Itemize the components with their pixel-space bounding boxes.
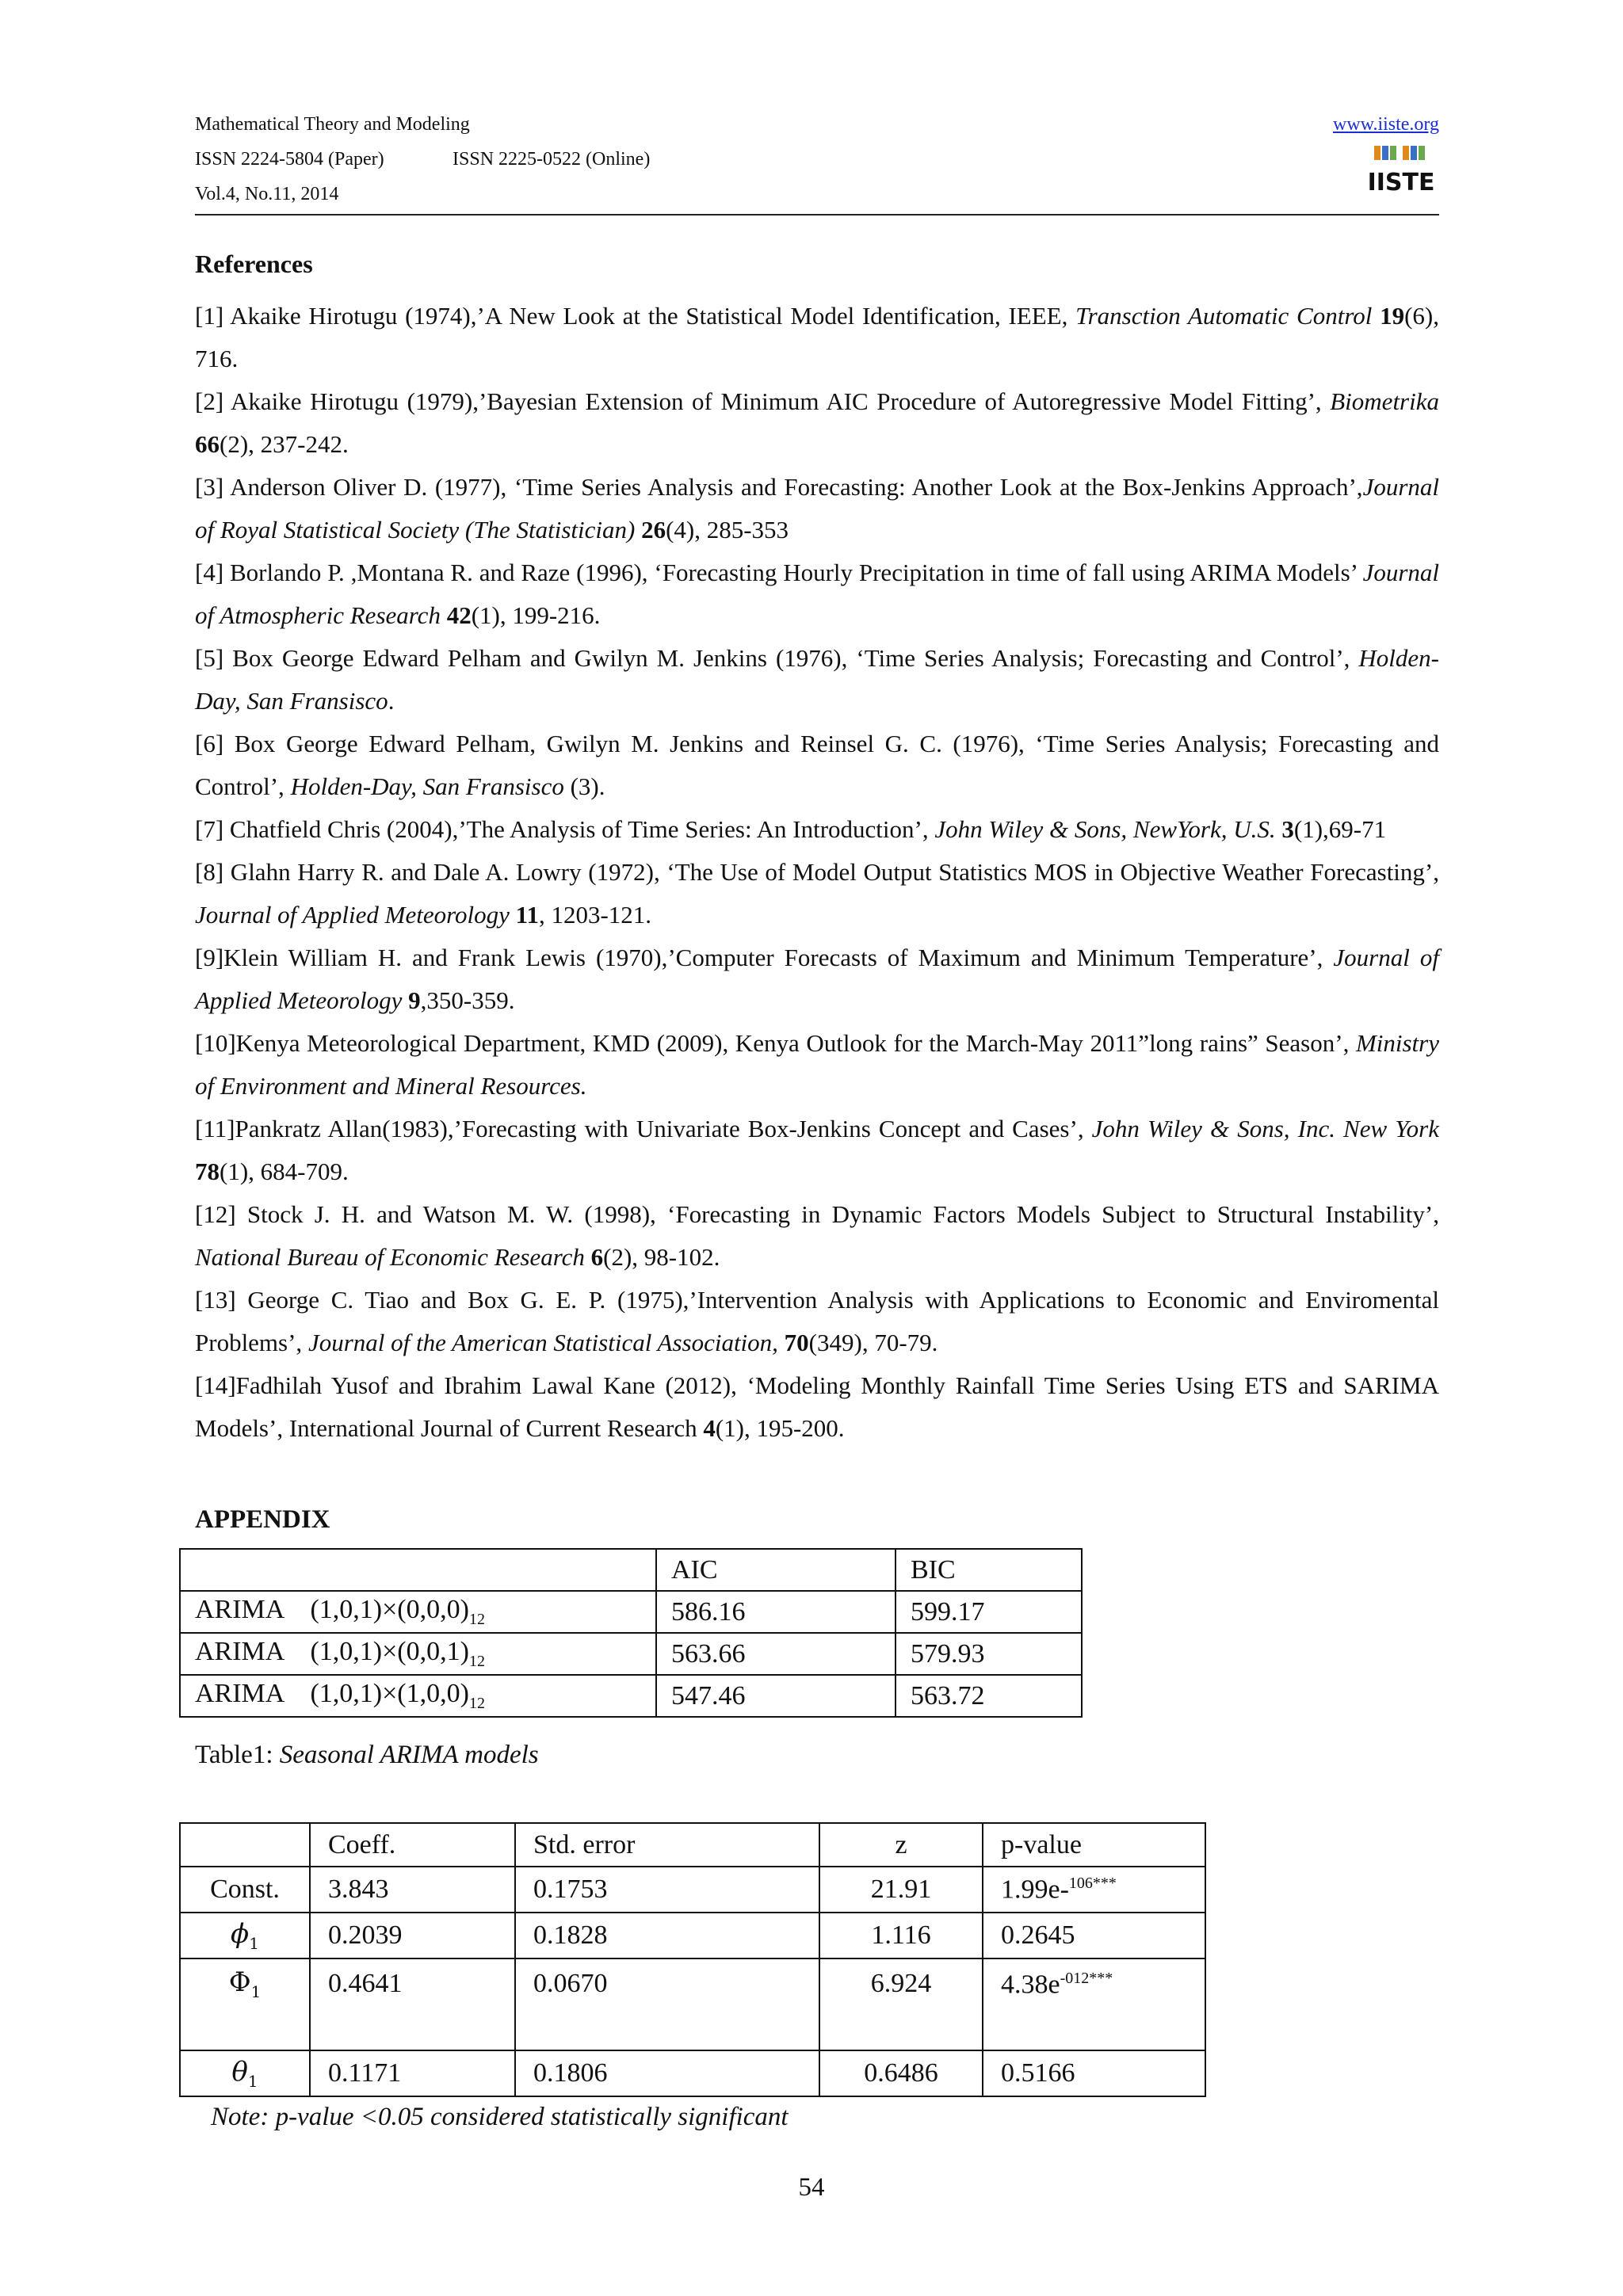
reference-volume: 4 — [703, 1414, 716, 1442]
reference-pages: (2), 237-242. — [220, 430, 349, 458]
param-label: Const. — [210, 1875, 280, 1904]
bic-cell: 599.17 — [896, 1591, 1082, 1633]
caption-prefix: Table1: — [195, 1741, 280, 1769]
reference-source: John Wiley & Sons, NewYork, U.S. — [934, 815, 1276, 843]
z-cell: 6.924 — [819, 1958, 983, 2050]
reference-text: [7] Chatfield Chris (2004),’The Analysis of Time Series: An Introduction’, — [195, 815, 935, 843]
symbol-glyph: Φ — [228, 1966, 251, 1998]
param-cell — [180, 2050, 310, 2096]
reference-text: [13] George C. Tiao and Box G. E. P. (1975),’Intervention Analysis with Applications to Economic and Enviromental Problems’, — [195, 1286, 1439, 1356]
reference-source: Journal of Atmospheric Research — [195, 559, 1439, 629]
reference-source: National Bureau of Economic Research — [195, 1243, 585, 1271]
reference-pages: ,350-359. — [420, 986, 515, 1014]
reference-volume: 42 — [446, 601, 472, 629]
reference-volume: 78 — [195, 1158, 220, 1185]
reference-item — [195, 1022, 1439, 1108]
p-value: 1.99e- — [1001, 1875, 1069, 1905]
table-header-cell — [180, 1823, 310, 1867]
website-link[interactable]: www.iiste.org — [1333, 114, 1439, 135]
table-row — [180, 1867, 1205, 1913]
coefficients-table — [179, 1822, 1206, 2097]
symbol-glyph: θ — [231, 2055, 248, 2088]
table-header-cell: z — [819, 1823, 983, 1867]
appendix-title: APPENDIX — [195, 1505, 330, 1534]
table-row — [180, 1591, 1082, 1633]
reference-pages: (1),69-71 — [1293, 815, 1387, 843]
reference-pages: (3). — [563, 772, 605, 800]
reference-item — [195, 1108, 1439, 1193]
coeff-cell: 0.1171 — [310, 2050, 515, 2096]
model-cell — [180, 1591, 656, 1633]
table-header-cell — [180, 1549, 656, 1591]
symbol-index: 1 — [250, 1981, 262, 2001]
reference-text: [3] Anderson Oliver D. (1977), ‘Time Series Analysis and Forecasting: Another Look at the Box-Jenkins Approach’, — [195, 473, 1363, 501]
model-name: ARIMA (1,0,1)×(0,0,0) — [195, 1595, 469, 1625]
seasonal-period: 12 — [468, 1694, 485, 1712]
reference-volume: 66 — [195, 430, 220, 458]
reference-source: Journal of the American Statistical Association, — [307, 1329, 778, 1356]
std-error-cell: 0.1828 — [515, 1913, 819, 1958]
model-cell — [180, 1633, 656, 1675]
header-divider — [195, 214, 1439, 215]
journal-name: Mathematical Theory and Modeling — [195, 114, 470, 135]
seasonal-period: 12 — [468, 1610, 485, 1628]
significance-note: Note: p-value <0.05 considered statistically significant — [211, 2103, 789, 2131]
page-header — [195, 113, 1439, 215]
reference-item — [195, 1364, 1439, 1450]
reference-source: Holden-Day, San Fransisco — [290, 772, 564, 800]
reference-source: John Wiley & Sons, Inc. New York — [1091, 1115, 1439, 1142]
reference-item — [195, 380, 1439, 466]
reference-pages: (1), 684-709. — [220, 1158, 349, 1185]
p-value-cell — [983, 2050, 1205, 2096]
table-row — [180, 2050, 1205, 2096]
reference-source: Biometrika — [1330, 387, 1439, 415]
bic-cell: 563.72 — [896, 1675, 1082, 1717]
issn-online: ISSN 2225-0522 (Online) — [453, 149, 651, 170]
table-row — [180, 1633, 1082, 1675]
table-row — [180, 1958, 1205, 2050]
reference-item — [195, 466, 1439, 551]
references-list — [195, 295, 1439, 1450]
reference-item — [195, 1279, 1439, 1364]
reference-source: Holden-Day, San Fransisco — [195, 644, 1439, 715]
reference-pages: , 1203-121. — [538, 901, 652, 929]
reference-item — [195, 936, 1439, 1022]
reference-pages: (1), 199-216. — [471, 601, 601, 629]
reference-item — [195, 723, 1439, 808]
p-value-cell — [983, 1913, 1205, 1958]
table-row — [180, 1675, 1082, 1717]
aic-cell: 586.16 — [656, 1591, 896, 1633]
table-header-cell: Std. error — [515, 1823, 819, 1867]
z-cell: 0.6486 — [819, 2050, 983, 2096]
table-header-cell: AIC — [656, 1549, 896, 1591]
symbol-index: 1 — [249, 1933, 259, 1953]
param-symbol — [231, 2055, 258, 2091]
reference-text: [9]Klein William H. and Frank Lewis (1970),’Computer Forecasts of Maximum and Minimum Temperature’, — [195, 944, 1334, 971]
reference-volume: 26 — [641, 516, 666, 543]
reference-source: Ministry of Environment and Mineral Resources. — [195, 1029, 1439, 1100]
reference-text: [5] Box George Edward Pelham and Gwilyn M. Jenkins (1976), ‘Time Series Analysis; Forecasting and Control’, — [195, 644, 1359, 672]
aic-cell: 563.66 — [656, 1633, 896, 1675]
std-error-cell: 0.1753 — [515, 1867, 819, 1913]
symbol-index: 1 — [247, 2071, 258, 2091]
table-header-cell: Coeff. — [310, 1823, 515, 1867]
logo-text: IISTE — [1367, 169, 1435, 196]
reference-item — [195, 808, 1439, 851]
reference-pages: (4), 285-353 — [666, 516, 789, 543]
p-value: 4.38e — [1001, 1970, 1060, 2000]
reference-volume: 70 — [784, 1329, 809, 1356]
table-header-cell: p-value — [983, 1823, 1205, 1867]
reference-pages: (2), 98-102. — [603, 1243, 720, 1271]
table-header-row — [180, 1549, 1082, 1591]
bic-cell: 579.93 — [896, 1633, 1082, 1675]
reference-item — [195, 551, 1439, 637]
reference-item — [195, 637, 1439, 723]
model-name: ARIMA (1,0,1)×(1,0,0) — [195, 1679, 469, 1709]
param-symbol — [228, 1966, 262, 2001]
reference-pages: . — [388, 687, 395, 715]
p-value-exponent: 106*** — [1068, 1875, 1117, 1893]
aic-cell: 547.46 — [656, 1675, 896, 1717]
reference-volume: 11 — [515, 901, 539, 929]
coeff-cell: 3.843 — [310, 1867, 515, 1913]
param-cell — [180, 1867, 310, 1913]
reference-pages: (349), 70-79. — [808, 1329, 938, 1356]
model-name: ARIMA (1,0,1)×(0,0,1) — [195, 1637, 469, 1667]
p-value-exponent: -012*** — [1060, 1970, 1113, 1987]
param-cell — [180, 1958, 310, 2050]
table-row — [180, 1913, 1205, 1958]
reference-item — [195, 851, 1439, 936]
p-value-cell — [983, 1958, 1205, 2050]
iiste-logo-icon — [1367, 144, 1435, 196]
reference-source: Journal of Royal Statistical Society (The Statistician) — [195, 473, 1439, 543]
param-cell — [180, 1913, 310, 1958]
reference-volume: 3 — [1281, 815, 1294, 843]
model-cell — [180, 1675, 656, 1717]
page-number: 54 — [798, 2173, 825, 2202]
reference-text: [14]Fadhilah Yusof and Ibrahim Lawal Kane (2012), ‘Modeling Monthly Rainfall Time Series Using ETS and SARIMA Models’, International Journal of Current Research — [195, 1371, 1439, 1442]
p-value-cell — [983, 1867, 1205, 1913]
reference-text: [11]Pankratz Allan(1983),’Forecasting with Univariate Box-Jenkins Concept and Cases’, — [195, 1115, 1092, 1142]
reference-text: [2] Akaike Hirotugu (1979),’Bayesian Extension of Minimum AIC Procedure of Autoregressive Model Fitting’, — [195, 387, 1331, 415]
table1-caption — [195, 1739, 539, 1771]
issn-paper: ISSN 2224-5804 (Paper) — [195, 149, 384, 170]
reference-text: [1] Akaike Hirotugu (1974),’A New Look at the Statistical Model Identification, IEEE, — [195, 302, 1076, 330]
reference-item — [195, 1193, 1439, 1279]
std-error-cell: 0.1806 — [515, 2050, 819, 2096]
reference-item — [195, 295, 1439, 380]
references-title: References — [195, 250, 313, 278]
coeff-cell: 0.4641 — [310, 1958, 515, 2050]
reference-text: [12] Stock J. H. and Watson M. W. (1998), ‘Forecasting in Dynamic Factors Models Subject to Structural Instability’, — [195, 1200, 1439, 1228]
reference-volume: 9 — [408, 986, 421, 1014]
std-error-cell: 0.0670 — [515, 1958, 819, 2050]
z-cell: 21.91 — [819, 1867, 983, 1913]
reference-pages: (1), 195-200. — [715, 1414, 845, 1442]
table-header-row — [180, 1823, 1205, 1867]
symbol-glyph: ϕ — [231, 1917, 250, 1950]
coeff-cell: 0.2039 — [310, 1913, 515, 1958]
volume-info: Vol.4, No.11, 2014 — [195, 184, 339, 204]
reference-text: [6] Box George Edward Pelham, Gwilyn M. Jenkins and Reinsel G. C. (1976), ‘Time Series Analysis; Forecasting and Control’, — [195, 730, 1439, 800]
table-header-cell: BIC — [896, 1549, 1082, 1591]
seasonal-period: 12 — [468, 1652, 485, 1670]
reference-volume: 19 — [1380, 302, 1405, 330]
z-cell: 1.116 — [819, 1913, 983, 1958]
reference-volume: 6 — [590, 1243, 604, 1271]
param-symbol — [231, 1917, 259, 1953]
reference-source: Journal of Applied Meteorology — [195, 944, 1439, 1014]
p-value: 0.5166 — [1001, 2058, 1075, 2088]
reference-text: [4] Borlando P. ,Montana R. and Raze (1996), ‘Forecasting Hourly Precipitation in time of fall using ARIMA Models’ — [195, 559, 1363, 586]
reference-pages: (6), 716. — [195, 302, 1439, 372]
reference-source: Journal of Applied Meteorology — [195, 901, 510, 929]
aic-bic-table — [179, 1548, 1083, 1718]
reference-text: [8] Glahn Harry R. and Dale A. Lowry (1972), ‘The Use of Model Output Statistics MOS in Objective Weather Forecasting’, — [195, 858, 1439, 886]
caption-title: Seasonal ARIMA models — [279, 1741, 539, 1769]
reference-source: Transction Automatic Control — [1075, 302, 1373, 330]
p-value: 0.2645 — [1001, 1920, 1075, 1950]
reference-text: [10]Kenya Meteorological Department, KMD (2009), Kenya Outlook for the March-May 2011”long rains” Season’, — [195, 1029, 1356, 1057]
